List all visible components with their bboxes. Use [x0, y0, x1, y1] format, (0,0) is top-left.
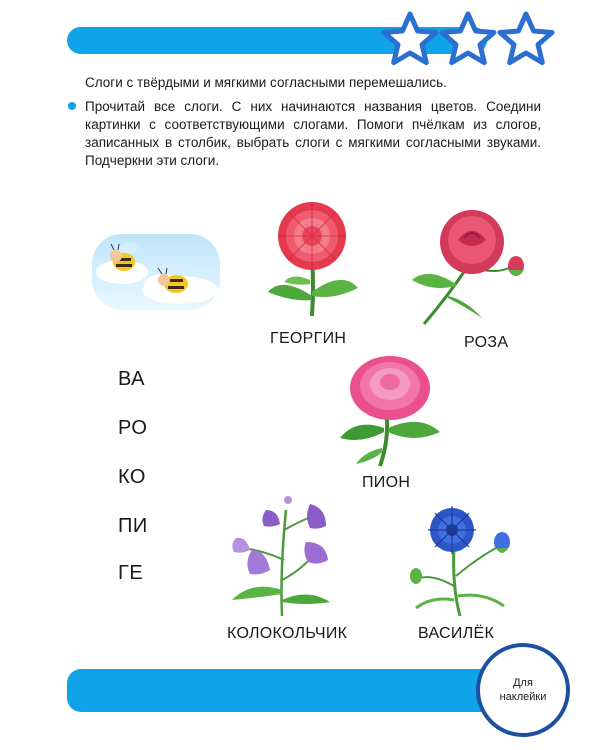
star-icon: [496, 10, 556, 70]
intro-text: Слоги с твёрдыми и мягкими согласными перемешались.: [85, 75, 447, 90]
peony-image: [336, 348, 444, 468]
syllable: РО: [118, 417, 148, 439]
rating-stars: [380, 10, 560, 72]
syllable: ГЕ: [118, 562, 144, 584]
bullet-icon: [68, 102, 76, 110]
flower-label-georgin: ГЕОРГИН: [270, 330, 347, 347]
sticker-circle: [476, 643, 570, 737]
flower-label-pion: ПИОН: [362, 474, 411, 491]
syllable: ПИ: [118, 515, 148, 537]
sticker-line-2: наклейки: [499, 691, 547, 703]
syllable: ВА: [118, 368, 146, 390]
bees-illustration: [92, 232, 224, 314]
bellflower-image: [222, 490, 342, 618]
flower-label-vasilek: ВАСИЛЁК: [418, 625, 495, 642]
dahlia-image: [262, 196, 362, 318]
rose-image: [408, 206, 534, 326]
star-icon: [438, 10, 498, 70]
footer-bar: [67, 669, 507, 712]
flower-label-kolokolchik: КОЛОКОЛЬЧИК: [227, 625, 348, 642]
sticker-line-1: Для: [513, 677, 533, 689]
task-text: Прочитай все слоги. С них начинаются названия цветов. Соедини картинки с соответствующими слогами. Помоги пчёлкам из слогов, записанных в столбик, выбрать слоги с мягкими согласными звуками. Подчеркни эти слоги.: [85, 99, 541, 168]
cornflower-image: [404, 496, 514, 618]
flower-label-roza: РОЗА: [464, 334, 509, 351]
star-icon: [380, 10, 440, 70]
syllable: КО: [118, 466, 146, 488]
